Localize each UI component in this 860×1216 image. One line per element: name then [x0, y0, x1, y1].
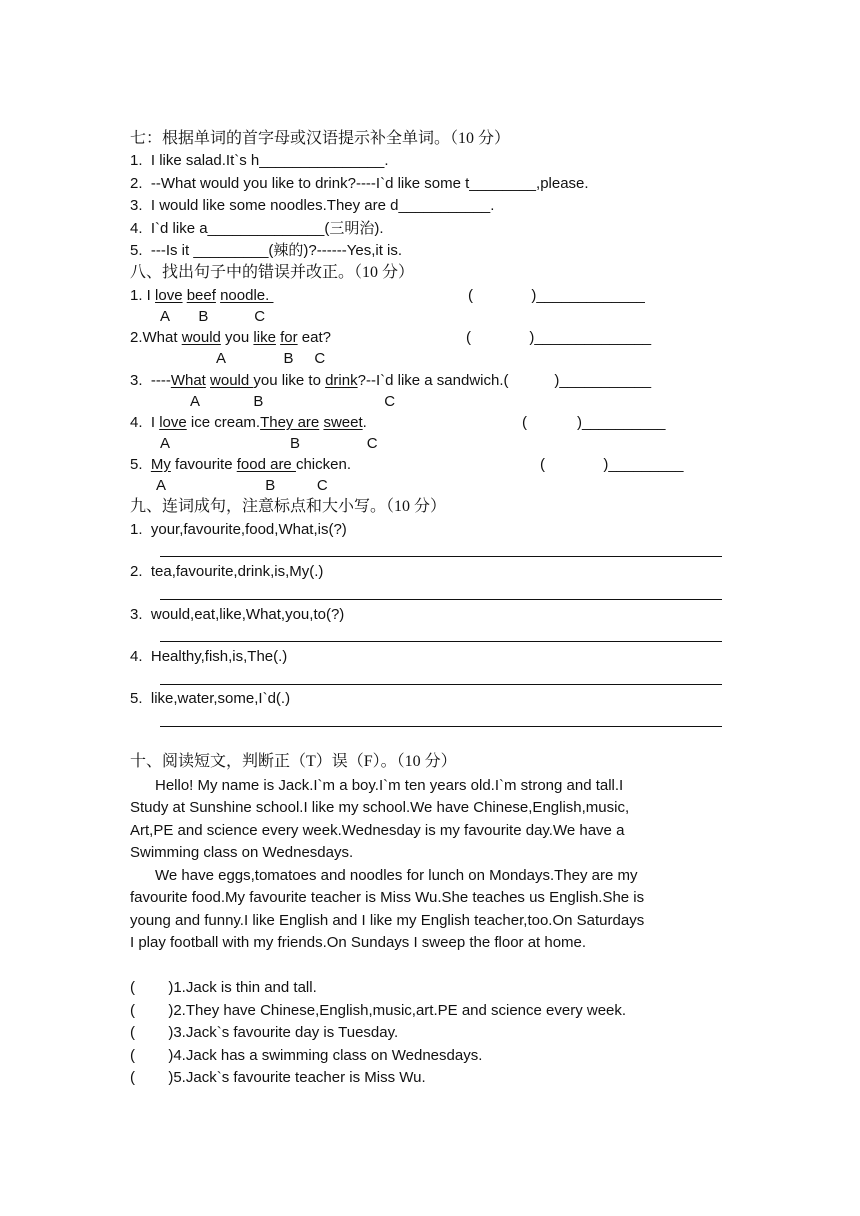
- judge-answer-paren[interactable]: ( ): [130, 1024, 174, 1041]
- judge-statement: 1.Jack is thin and tall.: [173, 979, 317, 996]
- underlined-part-b: They are: [260, 414, 320, 431]
- underlined-part-b: would: [210, 372, 254, 389]
- underlined-part-b: beef: [186, 287, 216, 304]
- s8-q4-sentence: [130, 413, 367, 433]
- answer-line[interactable]: [160, 641, 722, 642]
- s9-item-5: [130, 689, 290, 709]
- section-9-heading: 九、连词成句，注意标点和大小写。（10 分）: [130, 498, 447, 515]
- passage-line: young and funny.I like English and I like my English teacher,too.On Saturdays: [130, 912, 645, 929]
- text-part: you: [220, 329, 254, 346]
- underlined-part-a: What: [170, 372, 206, 389]
- underlined-part-b: like: [253, 329, 276, 346]
- judge-item-3: [130, 1023, 398, 1043]
- answer-line[interactable]: [160, 684, 722, 685]
- s7-item-3: [130, 196, 494, 216]
- underlined-part-a: would: [181, 329, 221, 346]
- item-text: would,eat,like,What,you,to(?): [150, 606, 345, 623]
- s8-q2-sentence: [130, 328, 331, 348]
- underlined-part-b: food are: [236, 456, 296, 473]
- item-text: your,favourite,food,What,is(?): [150, 521, 347, 538]
- item-number: 3.: [130, 197, 143, 214]
- text-part: 1. I: [130, 287, 156, 304]
- judge-item-5: [130, 1068, 426, 1088]
- judge-statement: 5.Jack`s favourite teacher is Miss Wu.: [173, 1069, 426, 1086]
- underlined-part-a: love: [159, 414, 187, 431]
- s8-q5-sentence: [130, 455, 351, 475]
- item-text: I`d like a______________(三明治).: [150, 220, 384, 237]
- underlined-part-a: My: [150, 456, 171, 473]
- s8-q4-letters: A B C: [160, 435, 378, 452]
- item-text: Healthy,fish,is,The(.): [150, 648, 288, 665]
- s8-q4-answer: ( )__________: [522, 414, 666, 431]
- item-number: 2.: [130, 563, 143, 580]
- passage-line: I play football with my friends.On Sundays I sweep the floor at home.: [130, 934, 587, 951]
- judge-answer-paren[interactable]: ( ): [130, 1047, 174, 1064]
- item-number: 3.: [130, 606, 143, 623]
- text-part: eat?: [297, 329, 331, 346]
- underlined-part-c: for: [280, 329, 298, 346]
- section-7-heading: 七：根据单词的首字母或汉语提示补全单词。（10 分）: [130, 130, 511, 147]
- answer-line[interactable]: [160, 556, 722, 557]
- underlined-part-c: sweet: [323, 414, 363, 431]
- text-part: 5.: [130, 456, 151, 473]
- item-text: --What would you like to drink?----I`d like some t________,please.: [150, 175, 589, 192]
- judge-statement: 2.They have Chinese,English,music,art.PE and science every week.: [173, 1002, 627, 1019]
- underlined-part-c: noodle.: [220, 287, 274, 304]
- judge-item-1: [130, 978, 317, 998]
- passage-line: Art,PE and science every week.Wednesday is my favourite day.We have a: [130, 822, 625, 839]
- passage-line: We have eggs,tomatoes and noodles for lunch on Mondays.They are my: [130, 867, 638, 884]
- passage-line: favourite food.My favourite teacher is Miss Wu.She teaches us English.She is: [130, 889, 645, 906]
- passage-line: Study at Sunshine school.I like my school.We have Chinese,English,music,: [130, 799, 630, 816]
- judge-statement: 4.Jack has a swimming class on Wednesdays.: [173, 1047, 483, 1064]
- item-text: I would like some noodles.They are d___________.: [150, 197, 495, 214]
- item-number: 4.: [130, 220, 143, 237]
- underlined-part-a: love: [155, 287, 183, 304]
- s7-item-2: [130, 174, 589, 194]
- s8-q2-answer: ( )______________: [466, 329, 652, 346]
- s7-item-4: [130, 219, 384, 239]
- judge-item-2: [130, 1001, 626, 1021]
- text-part: 3. ----: [130, 372, 171, 389]
- text-part: .: [362, 414, 367, 431]
- text-part: 2.What: [130, 329, 182, 346]
- s8-q2-letters: A B C: [216, 350, 326, 367]
- s7-item-5: [130, 241, 402, 261]
- s9-item-2: [130, 562, 323, 582]
- judge-answer-paren[interactable]: ( ): [130, 1002, 174, 1019]
- answer-line[interactable]: [160, 599, 722, 600]
- judge-answer-paren[interactable]: ( ): [130, 979, 174, 996]
- passage-line: Hello! My name is Jack.I`m a boy.I`m ten years old.I`m strong and tall.I: [130, 777, 624, 794]
- item-number: 1.: [130, 521, 143, 538]
- item-number: 2.: [130, 175, 143, 192]
- item-number: 4.: [130, 648, 143, 665]
- s9-item-3: [130, 605, 344, 625]
- s7-item-1: [130, 151, 389, 171]
- judge-answer-paren[interactable]: ( ): [130, 1069, 174, 1086]
- text-part: chicken.: [295, 456, 351, 473]
- s8-q3-sentence: [130, 371, 651, 391]
- text-part: ?--I`d like a sandwich.( )___________: [357, 372, 652, 389]
- s8-q1-letters: A B C: [160, 308, 266, 325]
- s9-item-4: [130, 647, 287, 667]
- item-number: 1.: [130, 152, 143, 169]
- text-part: ice cream.: [186, 414, 261, 431]
- s8-q3-letters: A B C: [190, 393, 396, 410]
- text-part: you like to: [253, 372, 326, 389]
- underlined-part-c: drink: [325, 372, 358, 389]
- item-number: 5.: [130, 242, 143, 259]
- section-10-heading: 十、阅读短文，判断正（T）误（F）。（10 分）: [130, 753, 457, 770]
- s8-q1-answer: ( )_____________: [468, 287, 645, 304]
- s8-q5-letters: A B C: [156, 477, 328, 494]
- item-text: tea,favourite,drink,is,My(.): [150, 563, 324, 580]
- item-text: I like salad.It`s h_______________.: [150, 152, 389, 169]
- answer-line[interactable]: [160, 726, 722, 727]
- s9-item-1: [130, 520, 347, 540]
- item-number: 5.: [130, 690, 143, 707]
- judge-item-4: [130, 1046, 482, 1066]
- judge-statement: 3.Jack`s favourite day is Tuesday.: [173, 1024, 399, 1041]
- s8-q1-sentence: [130, 286, 273, 306]
- item-text: ---Is it _________(辣的)?------Yes,it is.: [150, 242, 403, 259]
- text-part: favourite: [170, 456, 237, 473]
- text-part: 4. I: [130, 414, 160, 431]
- passage-line: Swimming class on Wednesdays.: [130, 844, 354, 861]
- s8-q5-answer: ( )_________: [540, 456, 684, 473]
- item-text: like,water,some,I`d(.): [150, 690, 291, 707]
- section-8-heading: 八、找出句子中的错误并改正。（10 分）: [130, 264, 415, 281]
